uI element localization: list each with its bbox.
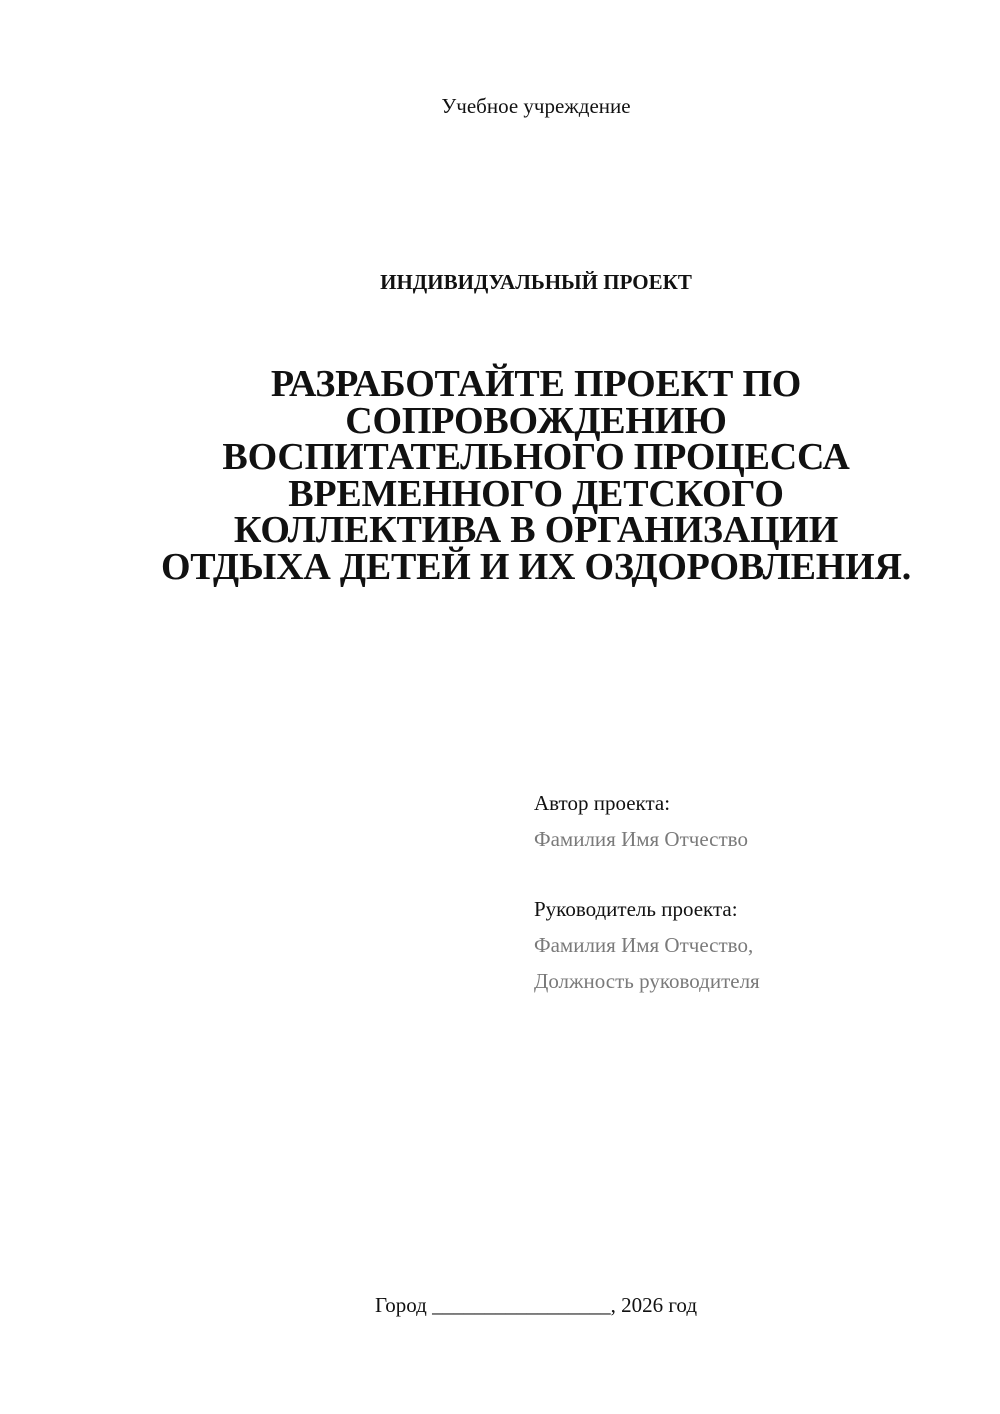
project-title-line: СОПРОВОЖДЕНИЮ	[345, 399, 727, 442]
author-block	[534, 789, 974, 853]
project-title-line: РАЗРАБОТАЙТЕ ПРОЕКТ ПО	[270, 363, 802, 405]
city-year-line: Город _________________, 2026 год	[374, 1293, 698, 1317]
author-label: Автор проекта:	[534, 791, 671, 815]
project-title-line: ВОСПИТАТЕЛЬНОГО ПРОЦЕССА	[222, 436, 850, 478]
project-title-line: ОТДЫХА ДЕТЕЙ И ИХ ОЗДОРОВЛЕНИЯ.	[160, 545, 912, 588]
supervisor-label: Руководитель проекта:	[534, 897, 738, 921]
project-title-line: КОЛЛЕКТИВА В ОРГАНИЗАЦИИ	[233, 509, 839, 551]
institution-name: Учебное учреждение	[441, 94, 631, 118]
author-name: Фамилия Имя Отчество	[534, 827, 748, 851]
project-title	[120, 363, 952, 588]
document-type: ИНДИВИДУАЛЬНЫЙ ПРОЕКТ	[380, 270, 692, 294]
supervisor-name: Фамилия Имя Отчество,	[534, 933, 754, 957]
supervisor-block	[534, 895, 974, 995]
project-title-line: ВРЕМЕННОГО ДЕТСКОГО	[288, 472, 784, 515]
supervisor-position: Должность руководителя	[534, 969, 760, 993]
